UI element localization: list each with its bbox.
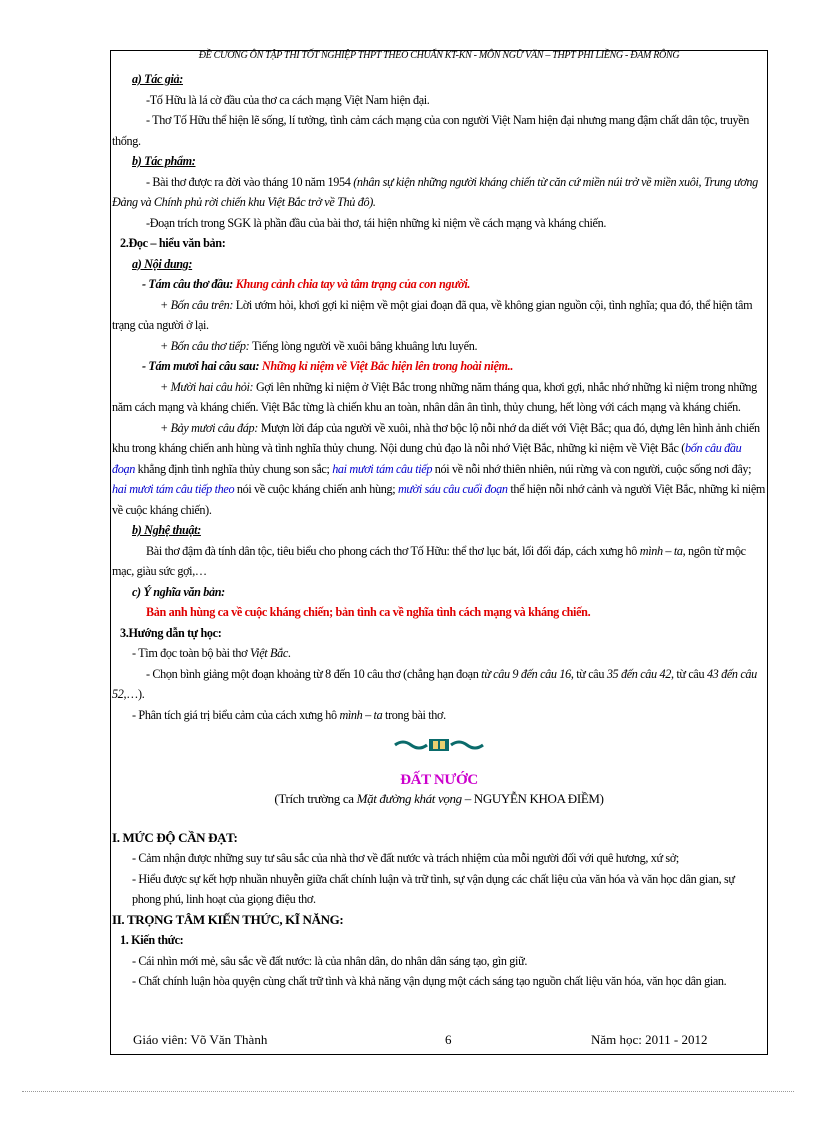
footer-page-number: 6 [445,1032,452,1047]
twelve-questions [112,377,766,418]
next-four-text: Tiếng lòng người về xuôi bâng khuâng lưu luyến. [252,338,478,353]
work-line-1-text: - Bài thơ được ra đời vào tháng 10 năm 1954 [146,174,354,189]
self-study-2-i3: 43 đến câu 52 [112,666,757,701]
seventy-answers [112,418,766,521]
work-heading: b) Tác phẩm: [132,154,196,168]
page-header: ĐỀ CƯƠNG ÔN TẬP THI TỐT NGHIỆP THPT THEO CHUẨN KT-KN - MÔN NGỮ VĂN – THPT PHI LIỀNG - ĐAM RÔNG [198,50,680,61]
seventy-answers-blue-4: mười sáu câu cuối đoạn [397,482,508,496]
seventy-answers-label: + Bảy mươi câu đáp: [160,420,261,435]
self-study-1-end: . [287,646,291,660]
twelve-questions-text: Gợi lên những kỉ niệm ở Việt Bắc trong những năm tháng qua, khơi gợi, nhắc nhớ những kỉ niệm trong những năm cách mạng và kháng chiến. Việt Bắc từng là chiến khu an toàn, nhân dân ân tình, thủy chung, hết lòng với cách mạng và kháng chiến. [112,379,757,414]
work-line-1 [112,172,766,213]
content [112,69,766,992]
self-study-1-italic: Việt Bắc [249,646,288,660]
first-four-label: + Bốn câu trên: [160,297,236,312]
first-eight-summary: Khung cảnh chia tay và tâm trạng của con người. [235,277,471,291]
poem-subtitle-t2: – NGUYỄN KHOA ĐIỀM) [461,791,604,806]
eighty-two-summary: Những kỉ niệm về Việt Bắc hiện lên trong hoài niệm.. [261,359,514,373]
seventy-answers-text-2: khẳng định tình nghĩa thủy chung son sắc; [134,461,333,476]
self-study-1-text: - Tìm đọc toàn bộ bài thơ [132,646,250,660]
self-study-3-t2: trong bài thơ. [382,707,446,722]
section-3-title: 3.Hướng dẫn tự học: [120,625,222,640]
author-line-2: - Thơ Tố Hữu thể hiện lẽ sống, lí tưởng, tình cảm cách mạng của con người Việt Nam hiện đại nhưng mang đậm chất dân tộc, truyền thống. [112,113,750,148]
author-line-1: -Tố Hữu là lá cờ đầu của thơ ca cách mạng Việt Nam hiện đại. [146,92,430,107]
first-four-lines [112,295,766,336]
first-eight-label: - Tám câu thơ đầu: [142,277,236,291]
art-text-1: Bài thơ đậm đà tính dân tộc, tiêu biểu cho phong cách thơ Tố Hữu: thể thơ lục bát, lối đối đáp, cách xưng hô [146,543,640,558]
art-text-2: , ngôn từ mộc mạc, giàu sức gợi,… [112,543,746,578]
author-heading: a) Tác giả: [132,72,183,86]
art-heading: b) Nghệ thuật: [132,523,201,537]
self-study-3 [112,705,766,726]
self-study-2-t3: , từ câu [670,666,707,681]
section-divider-ornament [112,731,766,759]
first-eight-lines [112,274,766,295]
section-level-title: I. MỨC ĐỘ CẦN ĐẠT: [112,829,238,845]
self-study-3-t1: - Phân tích giá trị biểu cảm của cách xưng hô [132,707,340,722]
content-heading: a) Nội dung: [132,256,193,271]
meaning-text: Bản anh hùng ca về cuộc kháng chiến; bản tình ca về nghĩa tình cách mạng và kháng chiến. [146,605,591,619]
self-study-2-t2: , từ câu [570,666,607,681]
self-study-2 [112,664,766,705]
poem-title: ĐẤT NƯỚC [400,772,478,788]
book-ornament-icon [393,738,485,752]
level-line-1: - Cảm nhận được những suy tư sâu sắc của nhà thơ về đất nước và trách nhiệm của mỗi người đối với quê hương, xứ sở; [132,851,679,865]
self-study-1 [112,643,766,664]
art-text-italic: mình – ta [639,543,683,558]
section-2-title: 2.Đọc – hiểu văn bản: [120,236,226,250]
twelve-questions-label: + Mười hai câu hỏi: [160,379,256,394]
seventy-answers-blue-1: bốn câu đầu đoạn [112,441,742,476]
next-four-lines [112,336,766,357]
eighty-two-lines [112,356,766,377]
self-study-2-t4: ,…). [123,687,145,701]
seventy-answers-text-3: nói về nỗi nhớ thiên nhiên, núi rừng và con người, cuộc sống nơi đây; [432,461,752,476]
self-study-2-i1: từ câu 9 đến câu 16 [481,666,571,681]
knowledge-heading: 1. Kiến thức: [120,933,184,947]
first-four-text: Lời ướm hỏi, khơi gợi kỉ niệm về một giai đoạn đã qua, về không gian nguồn cội, tình nghĩa; qua đó, thể hiện tâm trạng của người ở lại. [112,297,753,332]
self-study-2-t1: - Chọn bình giảng một đoạn khoảng từ 8 đến 10 câu thơ (chẳng hạn đoạn [146,666,482,681]
seventy-answers-text-5: thể hiện nỗi nhớ cảnh và người Việt Bắc, những kỉ niệm về cuộc kháng chiến). [112,482,766,517]
footer-teacher: Giáo viên: Võ Văn Thành [133,1032,268,1047]
work-line-2: -Đoạn trích trong SGK là phần đầu của bài thơ, tái hiện những kỉ niệm về cách mạng và kháng chiến. [146,215,607,230]
self-study-2-i2: 35 đến câu 42 [606,666,671,681]
section-focus-title: II. TRỌNG TÂM KIẾN THỨC, KĨ NĂNG: [112,911,344,927]
level-line-2: - Hiểu được sự kết hợp nhuần nhuyễn giữa chất chính luận và trữ tình, sự vận dụng các chất liệu của văn hóa và văn học dân gian, sự phong phú, linh hoạt của giọng điệu thơ. [132,871,735,906]
meaning-heading: c) Ý nghĩa văn bản: [132,584,225,599]
poem-subtitle-t1: (Trích trường ca [274,791,357,806]
poem-subtitle [112,789,766,810]
knowledge-line-2: - Chất chính luận hòa quyện cùng chất trữ tình và khả năng vận dụng một cách sáng tạo nguồn chất liệu văn hóa, văn học dân gian. [132,974,727,988]
page-break-line [22,1091,794,1092]
knowledge-line-1: - Cái nhìn mới mẻ, sâu sắc về đất nước: là của nhân dân, do nhân dân sáng tạo, gìn giữ. [132,953,528,968]
seventy-answers-text-1: Mượn lời đáp của người về xuôi, nhà thơ bộc lộ nỗi nhớ da diết với Việt Bắc; qua đó, dựng lên hình ảnh chiến khu trong kháng chiến anh hùng và tình nghĩa thủy chung. Nội dung chủ đạo là nỗi nhớ Việt Bắc, những kỉ niệm về Việt Bắc ( [112,420,760,455]
footer-school-year: Năm học: 2011 - 2012 [591,1032,708,1047]
self-study-3-italic: mình – ta [339,707,383,722]
art-text [112,541,766,582]
work-line-1-note: (nhân sự kiện những người kháng chiến từ căn cứ miền núi trở về miền xuôi, Trung ương Đảng và Chính phủ rời chiến khu Việt Bắc trở về Thủ đô). [112,174,758,209]
seventy-answers-text-4: nói về cuộc kháng chiến anh hùng; [234,482,398,496]
next-four-label: + Bốn câu thơ tiếp: [160,338,253,353]
eighty-two-label: - Tám mươi hai câu sau: [142,359,262,373]
seventy-answers-blue-3: hai mươi tám câu tiếp theo [112,482,235,496]
seventy-answers-blue-2: hai mươi tám câu tiếp [332,461,433,476]
poem-subtitle-italic: Mặt đường khát vọng [356,791,462,806]
